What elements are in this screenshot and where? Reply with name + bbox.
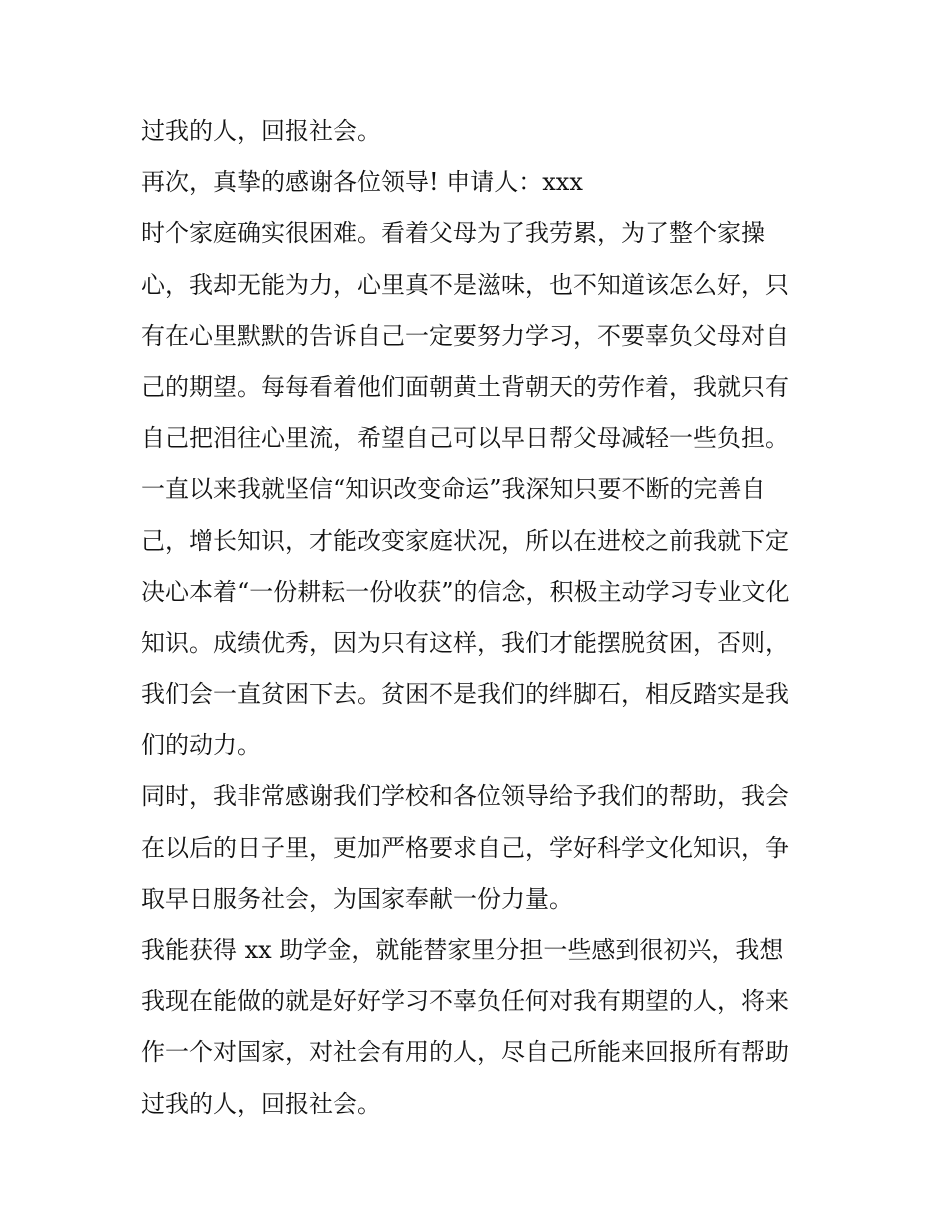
text-line: 我们会一直贫困下去。贫困不是我们的绊脚石，相反踏实是我: [141, 680, 789, 709]
text-line: 己的期望。每每看着他们面朝黄土背朝天的劳作着，我就只有: [141, 372, 789, 401]
text-line: 心，我却无能为力，心里真不是滋味，也不知道该怎么好，只: [141, 270, 789, 299]
text-line: 作一个对国家，对社会有用的人，尽自己所能来回报所有帮助: [141, 1038, 789, 1067]
text-line: 己，增长知识，才能改变家庭状况，所以在进校之前我就下定: [141, 526, 789, 555]
text-line: 时个家庭确实很困难。看着父母为了我劳累，为了整个家操: [141, 219, 765, 248]
text-line: 我现在能做的就是好好学习不辜负任何对我有期望的人，将来: [141, 987, 789, 1016]
text-line: 有在心里默默的告诉自己一定要努力学习，不要辜负父母对自: [141, 321, 789, 350]
document-body: [141, 106, 821, 1130]
text-line: 过我的人，回报社会。: [141, 1089, 381, 1118]
text-line: 们的动力。: [141, 731, 261, 760]
text-line: 取早日服务社会，为国家奉献一份力量。: [141, 884, 573, 913]
text-line: 决心本着“一份耕耘一份收获”的信念，积极主动学习专业文化: [141, 577, 790, 606]
text-line: 自己把泪往心里流，希望自己可以早日帮父母减轻一些负担。: [141, 424, 789, 453]
text-line: 知识。成绩优秀，因为只有这样，我们才能摆脱贫困，否则，: [141, 628, 789, 657]
text-line: 我能获得 xx 助学金，就能替家里分担一些感到很初兴，我想: [141, 936, 784, 964]
text-line: 同时，我非常感谢我们学校和各位领导给予我们的帮助，我会: [141, 782, 789, 811]
text-line: 再次，真挚的感谢各位领导! 申请人：xxx: [141, 168, 583, 197]
text-line: 在以后的日子里，更加严格要求自己，学好科学文化知识，争: [141, 833, 789, 862]
text-line: 过我的人，回报社会。: [141, 117, 381, 145]
text-line: 一直以来我就坚信“知识改变命运”我深知只要不断的完善自: [141, 475, 766, 504]
